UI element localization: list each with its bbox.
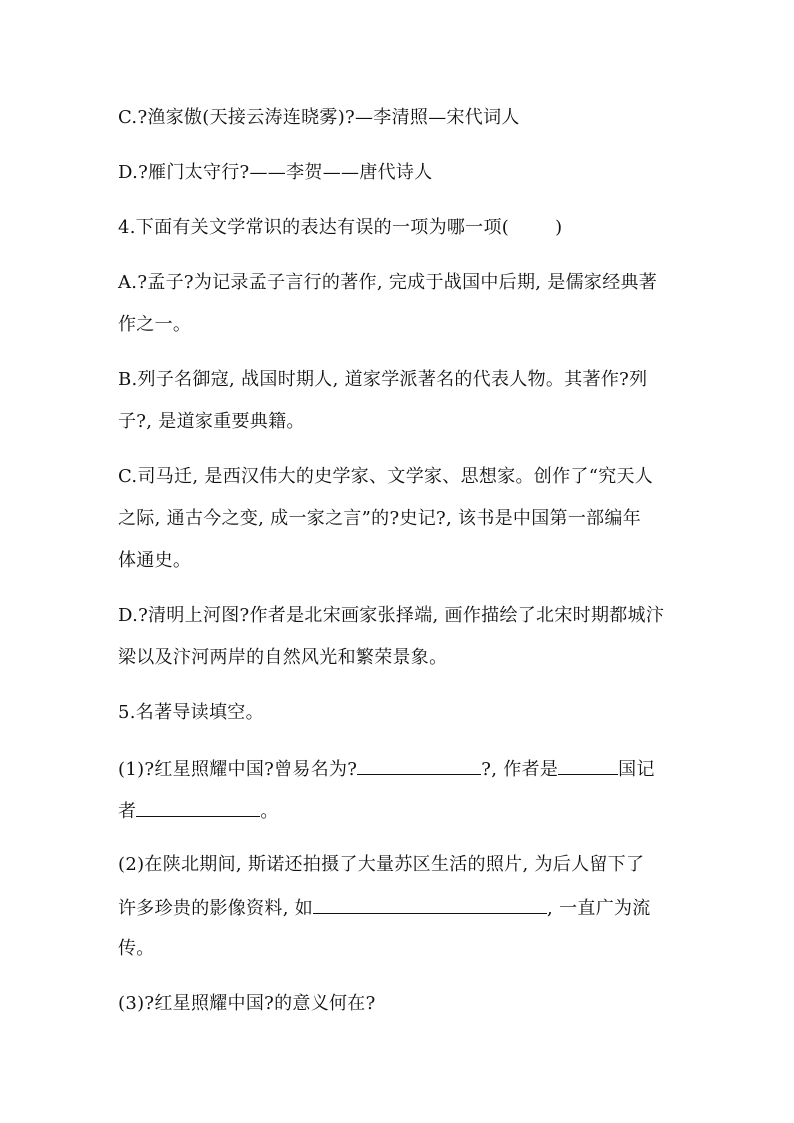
q4-option-b-line-2: 子?, 是道家重要典籍。: [118, 411, 305, 432]
q5-part-1-line-1: [118, 756, 655, 782]
question-4-close-paren: ): [555, 217, 563, 238]
question-4-text: 4.下面有关文学常识的表达有误的一项为哪一项(: [118, 217, 510, 238]
q5-part-1-text-3: 国记: [618, 759, 655, 780]
q4-option-c-line-3: 体通史。: [118, 550, 192, 571]
q5-part-1-period: 。: [260, 801, 279, 822]
q4-option-d-line-2: 梁以及汴河两岸的自然风光和繁荣景象。: [118, 647, 448, 668]
q5-part-2-line-2: [118, 895, 651, 921]
fill-blank-photo[interactable]: [313, 895, 547, 914]
fill-blank-new-title[interactable]: [357, 756, 481, 775]
option-c-line: C.?渔家傲(天接云涛连晓雾)?—李清照—宋代词人: [118, 107, 520, 128]
q4-option-c-line-1: C.司马迁, 是西汉伟大的史学家、文学家、思想家。创作了“究天人: [118, 466, 654, 487]
q4-option-a-line-1: A.?孟子?为记录孟子言行的著作, 完成于战国中后期, 是儒家经典著: [118, 272, 658, 293]
q5-part-1-text-4: 者: [118, 801, 137, 822]
q5-part-1-line-2: [118, 798, 279, 824]
q5-part-1-text-2: ?, 作者是: [481, 759, 559, 780]
q5-part-2-line-3: 传。: [118, 938, 155, 959]
q4-option-a-line-2: 作之一。: [118, 314, 192, 335]
option-d-line: D.?雁门太守行?——李贺——唐代诗人: [118, 162, 433, 183]
q5-part-2-line-1: (2)在陕北期间, 斯诺还拍摄了大量苏区生活的照片, 为后人留下了: [118, 854, 645, 875]
q5-part-1-text: (1)?红星照耀中国?曾易名为?: [118, 759, 358, 780]
q5-part-2-text: 许多珍贵的影像资料, 如: [118, 898, 314, 919]
question-5-title: 5.名著导读填空。: [118, 702, 264, 723]
fill-blank-author[interactable]: [136, 798, 260, 817]
q5-part-2-text-2: , 一直广为流: [547, 898, 651, 919]
q4-option-b-line-1: B.列子名御寇, 战国时期人, 道家学派著名的代表人物。其著作?列: [118, 369, 648, 390]
question-4-line: [118, 216, 562, 240]
q4-option-c-line-2: 之际, 通古今之变, 成一家之言”的?史记?, 该书是中国第一部编年: [118, 508, 642, 529]
fill-blank-nationality[interactable]: [558, 756, 618, 775]
q5-part-3-line: (3)?红星照耀中国?的意义何在?: [118, 993, 376, 1014]
q4-option-d-line-1: D.?清明上河图?作者是北宋画家张择端, 画作描绘了北宋时期都城汴: [118, 605, 665, 626]
